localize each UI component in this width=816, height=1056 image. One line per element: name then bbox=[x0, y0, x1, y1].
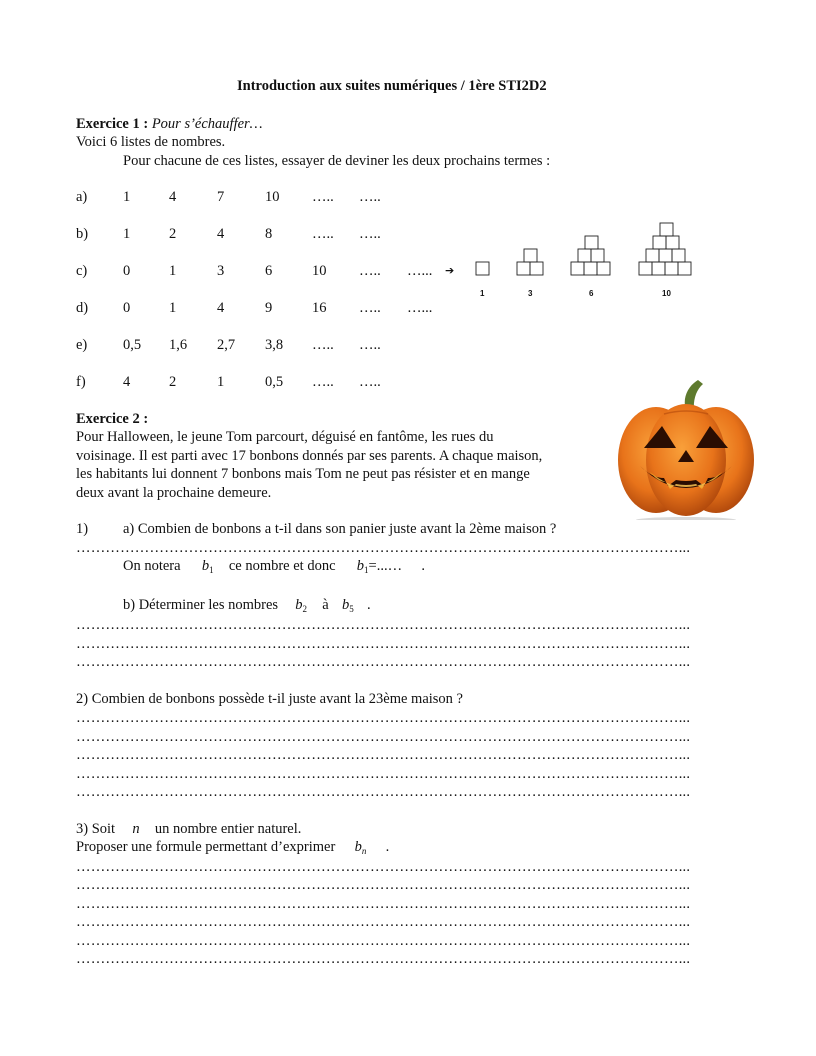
answer-line: ……………………………………………………………………………………………………………... bbox=[76, 729, 691, 745]
q1-notation-line bbox=[123, 557, 425, 580]
ex2-text-line: Pour Halloween, le jeune Tom parcourt, déguisé en fantôme, les rues du bbox=[76, 429, 494, 445]
q3-line1-rest: un nombre entier naturel. bbox=[154, 821, 302, 837]
subscript: 2 bbox=[302, 604, 308, 614]
answer-line: ……………………………………………………………………………………………………………... bbox=[76, 933, 691, 949]
subscript: n bbox=[361, 846, 367, 856]
subscript: 1 bbox=[364, 565, 369, 575]
list-term: 0,5 bbox=[123, 337, 142, 353]
pyramid-label: 6 bbox=[589, 289, 594, 298]
pyramid-label: 1 bbox=[480, 289, 485, 298]
b-variable: b bbox=[201, 558, 210, 574]
b-variable: b bbox=[341, 597, 350, 613]
list-term: 1 bbox=[217, 374, 225, 390]
equation-rest: =...… bbox=[368, 558, 403, 574]
list-label: b) bbox=[76, 226, 89, 242]
list-term: 4 bbox=[123, 374, 131, 390]
answer-line: ……………………………………………………………………………………………………………... bbox=[76, 784, 691, 800]
ex2-text-line: voisinage. Il est parti avec 17 bonbons donnés par ses parents. A chaque maison, bbox=[76, 448, 543, 464]
list-term: 9 bbox=[265, 300, 273, 316]
list-term: 16 bbox=[312, 300, 327, 316]
list-term: 0 bbox=[123, 263, 131, 279]
list-term: ….. bbox=[359, 263, 381, 279]
list-term: ….. bbox=[359, 300, 381, 316]
arrow-icon: ➔ bbox=[445, 264, 455, 277]
ex1-instruction: Pour chacune de ces listes, essayer de deviner les deux prochains termes : bbox=[123, 153, 551, 169]
ex1-heading-sub: Pour s’échauffer… bbox=[151, 116, 263, 132]
list-term: 3 bbox=[217, 263, 225, 279]
notera-text: On notera bbox=[123, 558, 181, 574]
ex2-text-line: les habitants lui donnent 7 bonbons mais Tom ne peut pas résister et en mange bbox=[76, 466, 530, 482]
list-term: 10 bbox=[265, 189, 280, 205]
notera-mid-text: ce nombre et donc bbox=[228, 558, 336, 574]
answer-line: ……………………………………………………………………………………………………………... bbox=[76, 859, 691, 875]
list-term: 10 bbox=[312, 263, 327, 279]
answer-line: ……………………………………………………………………………………………………………... bbox=[76, 914, 691, 930]
list-term: 6 bbox=[265, 263, 273, 279]
a-word: à bbox=[322, 597, 329, 613]
b-variable: b bbox=[354, 839, 362, 855]
answer-line: ……………………………………………………………………………………………………………... bbox=[76, 654, 691, 670]
list-term: 8 bbox=[265, 226, 273, 242]
list-term: 1,6 bbox=[169, 337, 188, 353]
q1b-text: b) Déterminer les nombres bbox=[123, 597, 279, 613]
ex2-heading: Exercice 2 : bbox=[76, 411, 149, 427]
list-term: ….. bbox=[359, 337, 381, 353]
answer-line: ……………………………………………………………………………………………………………... bbox=[76, 617, 691, 633]
ex2-text-line: deux avant la prochaine demeure. bbox=[76, 485, 272, 501]
answer-line: ……………………………………………………………………………………………………………... bbox=[76, 951, 691, 967]
pumpkin-image bbox=[616, 378, 756, 520]
subscript: 5 bbox=[349, 604, 354, 614]
list-term: ….. bbox=[359, 189, 381, 205]
ex1-intro: Voici 6 listes de nombres. bbox=[76, 134, 226, 150]
list-term: ….. bbox=[359, 374, 381, 390]
list-term: ….. bbox=[312, 374, 334, 390]
subscript: 1 bbox=[209, 565, 214, 575]
q3-formula-text: Proposer une formule permettant d’exprimer bbox=[76, 839, 336, 855]
list-term: 1 bbox=[169, 300, 177, 316]
list-term: 4 bbox=[217, 226, 225, 242]
list-term: 3,8 bbox=[265, 337, 284, 353]
list-term: 4 bbox=[169, 189, 177, 205]
ex1-heading: Exercice 1 : bbox=[76, 116, 149, 132]
list-term: ….. bbox=[312, 189, 334, 205]
b-variable: b bbox=[295, 597, 303, 613]
list-term: 1 bbox=[169, 263, 177, 279]
list-term: 1 bbox=[123, 226, 131, 242]
list-term: …... bbox=[407, 263, 433, 279]
list-term: ….. bbox=[312, 337, 334, 353]
pyramid-label: 3 bbox=[528, 289, 533, 298]
answer-line: ……………………………………………………………………………………………………………... bbox=[76, 540, 691, 556]
list-term: 2,7 bbox=[217, 337, 236, 353]
list-label: d) bbox=[76, 300, 89, 316]
n-variable: n bbox=[132, 821, 140, 837]
pyramid-label: 10 bbox=[662, 289, 671, 298]
list-term: 2 bbox=[169, 226, 177, 242]
b-variable: b bbox=[356, 558, 365, 574]
q1-number: 1) bbox=[76, 521, 89, 537]
answer-line: ……………………………………………………………………………………………………………... bbox=[76, 747, 691, 763]
list-label: f) bbox=[76, 374, 86, 390]
period: . bbox=[366, 597, 371, 613]
period: . bbox=[385, 839, 390, 855]
list-term: 0,5 bbox=[265, 374, 284, 390]
list-term: ….. bbox=[359, 226, 381, 242]
q3-line1 bbox=[76, 820, 301, 839]
q2-text: 2) Combien de bonbons possède t-il juste avant la 23ème maison ? bbox=[76, 691, 463, 707]
answer-line: ……………………………………………………………………………………………………………... bbox=[76, 877, 691, 893]
list-term: 4 bbox=[217, 300, 225, 316]
q3-soit: 3) Soit bbox=[76, 821, 116, 837]
list-label: e) bbox=[76, 337, 88, 353]
list-term: ….. bbox=[312, 226, 334, 242]
list-term: 7 bbox=[217, 189, 225, 205]
list-term: 0 bbox=[123, 300, 131, 316]
list-term: 1 bbox=[123, 189, 131, 205]
pyramid-figure bbox=[468, 218, 708, 298]
period: . bbox=[421, 558, 425, 574]
list-term: 2 bbox=[169, 374, 177, 390]
page-title: Introduction aux suites numériques / 1ère STI2D2 bbox=[237, 78, 547, 94]
q1a-text: a) Combien de bonbons a t-il dans son panier juste avant la 2ème maison ? bbox=[123, 521, 557, 537]
list-label: c) bbox=[76, 263, 88, 279]
list-term: …... bbox=[407, 300, 433, 316]
answer-line: ……………………………………………………………………………………………………………... bbox=[76, 636, 691, 652]
list-label: a) bbox=[76, 189, 88, 205]
answer-line: ……………………………………………………………………………………………………………... bbox=[76, 766, 691, 782]
answer-line: ……………………………………………………………………………………………………………... bbox=[76, 710, 691, 726]
ex1-heading-line bbox=[76, 115, 263, 134]
answer-line: ……………………………………………………………………………………………………………... bbox=[76, 896, 691, 912]
